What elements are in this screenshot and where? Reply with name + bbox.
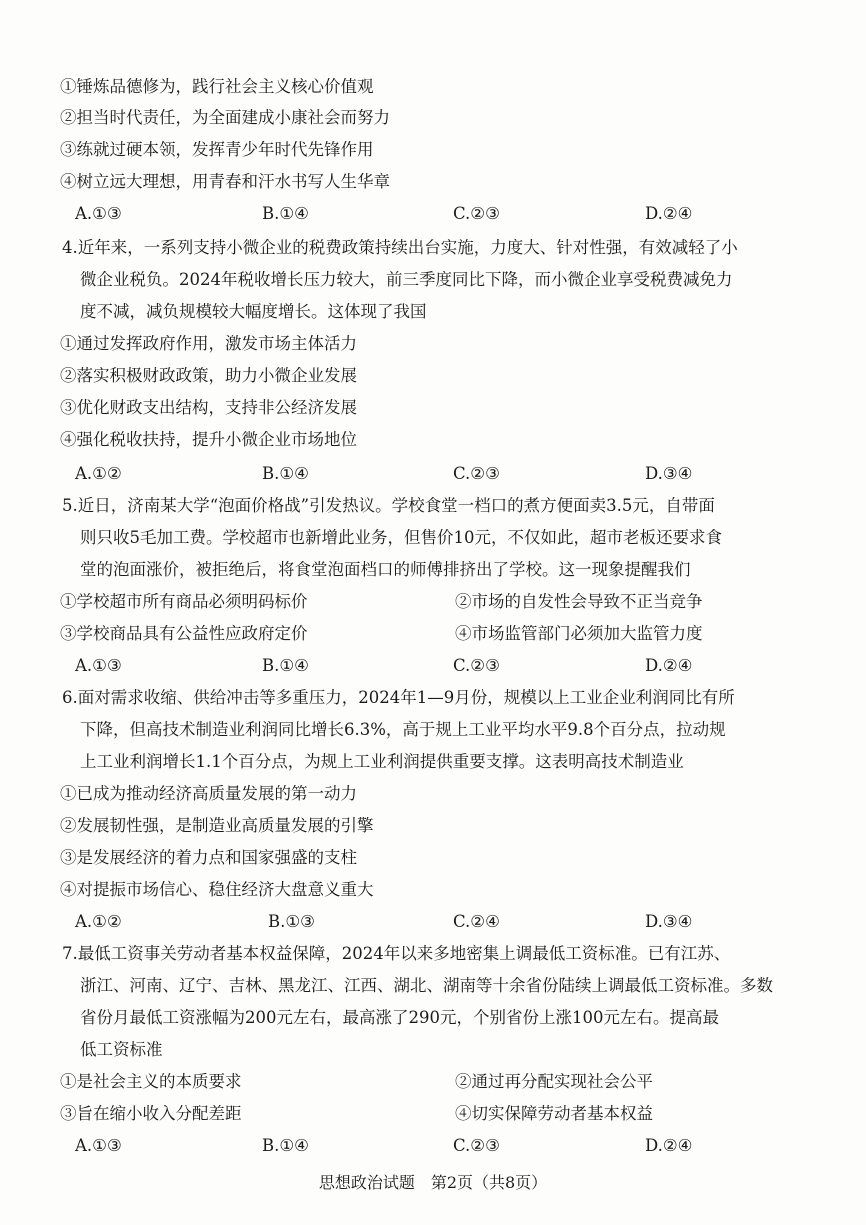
q6-option-2: ②发展韧性强，是制造业高质量发展的引擎: [60, 816, 374, 835]
q5-choice-c: C.②③: [453, 656, 500, 675]
q3-option-2: ②担当时代责任，为全面建成小康社会而努力: [60, 108, 390, 127]
q7-choice-a: A.①③: [75, 1136, 122, 1155]
q6-choice-c: C.②④: [453, 912, 500, 931]
q6-stem-line-1: 6.面对需求收缩、供给冲击等多重压力，2024年1—9月份，规模以上工业企业利润同比有所: [62, 688, 735, 707]
q3-option-3: ③练就过硬本领，发挥青少年时代先锋作用: [60, 140, 374, 159]
q7-stem-line-2: 浙江、河南、辽宁、吉林、黑龙江、江西、湖北、湖南等十余省份陆续上调最低工资标准。多数: [80, 976, 773, 995]
q3-option-1: ①锤炼品德修为，践行社会主义核心价值观: [60, 77, 374, 96]
q3-choice-d: D.②④: [645, 204, 693, 223]
q5-stem-line-3: 堂的泡面涨价，被拒绝后，将食堂泡面档口的师傅排挤出了学校。这一现象提醒我们: [80, 560, 691, 579]
q6-choice-b: B.①③: [268, 912, 315, 931]
q7-option-3: ③旨在缩小收入分配差距: [60, 1104, 242, 1123]
q6-stem-line-2: 下降，但高技术制造业利润同比增长6.3%，高于规上工业平均水平9.8个百分点，拉动规: [80, 720, 726, 739]
q3-choice-b: B.①④: [262, 204, 309, 223]
q7-choice-b: B.①④: [262, 1136, 309, 1155]
q7-choice-c: C.②③: [453, 1136, 500, 1155]
q7-stem-line-1: 7.最低工资事关劳动者基本权益保障，2024年以来多地密集上调最低工资标准。已有江苏、: [62, 944, 731, 963]
page-footer: 思想政治试题 第2页（共8页）: [318, 1173, 548, 1192]
q5-choice-d: D.②④: [645, 656, 693, 675]
q4-stem-line-3: 度不减，减负规模较大幅度增长。这体现了我国: [80, 302, 427, 321]
q5-option-2: ②市场的自发性会导致不正当竞争: [455, 592, 703, 611]
q7-option-2: ②通过再分配实现社会公平: [455, 1072, 653, 1091]
q5-stem-line-2: 则只收5毛加工费。学校超市也新增此业务，但售价10元，不仅如此，超市老板还要求食: [80, 528, 722, 547]
q7-stem-line-3: 省份月最低工资涨幅为200元左右，最高涨了290元，个别省份上涨100元左右。提高最: [80, 1008, 719, 1027]
q4-option-1: ①通过发挥政府作用，激发市场主体活力: [60, 334, 357, 353]
q3-choice-c: C.②③: [453, 204, 500, 223]
q4-stem-line-1: 4.近年来，一系列支持小微企业的税费政策持续出台实施，力度大、针对性强，有效减轻了小: [62, 238, 738, 257]
q6-choice-a: A.①②: [75, 912, 122, 931]
q5-choice-b: B.①④: [262, 656, 309, 675]
q6-choice-d: D.③④: [645, 912, 693, 931]
q3-choice-a: A.①③: [75, 204, 122, 223]
q4-option-2: ②落实积极财政政策，助力小微企业发展: [60, 366, 357, 385]
q6-option-1: ①已成为推动经济高质量发展的第一动力: [60, 784, 357, 803]
q5-option-4: ④市场监管部门必须加大监管力度: [455, 624, 703, 643]
q4-choice-c: C.②③: [453, 464, 500, 483]
q4-stem-line-2: 微企业税负。2024年税收增长压力较大，前三季度同比下降，而小微企业享受税费减免力: [80, 270, 733, 289]
q6-option-3: ③是发展经济的着力点和国家强盛的支柱: [60, 848, 357, 867]
q5-option-3: ③学校商品具有公益性应政府定价: [60, 624, 308, 643]
q5-stem-line-1: 5.近日，济南某大学“泡面价格战”引发热议。学校食堂一档口的煮方便面卖3.5元，自带面: [62, 496, 715, 515]
q7-choice-d: D.②④: [645, 1136, 693, 1155]
q4-choice-b: B.①④: [262, 464, 309, 483]
q7-option-1: ①是社会主义的本质要求: [60, 1072, 242, 1091]
q7-option-4: ④切实保障劳动者基本权益: [455, 1104, 653, 1123]
q4-option-3: ③优化财政支出结构，支持非公经济发展: [60, 398, 357, 417]
q4-option-4: ④强化税收扶持，提升小微企业市场地位: [60, 430, 357, 449]
q6-option-4: ④对提振市场信心、稳住经济大盘意义重大: [60, 880, 374, 899]
q4-choice-d: D.③④: [645, 464, 693, 483]
q4-choice-a: A.①②: [75, 464, 122, 483]
q3-option-4: ④树立远大理想，用青春和汗水书写人生华章: [60, 172, 390, 191]
q5-option-1: ①学校超市所有商品必须明码标价: [60, 592, 308, 611]
q5-choice-a: A.①③: [75, 656, 122, 675]
q6-stem-line-3: 上工业利润增长1.1个百分点，为规上工业利润提供重要支撑。这表明高技术制造业: [80, 752, 684, 771]
q7-stem-line-4: 低工资标准: [80, 1040, 163, 1059]
